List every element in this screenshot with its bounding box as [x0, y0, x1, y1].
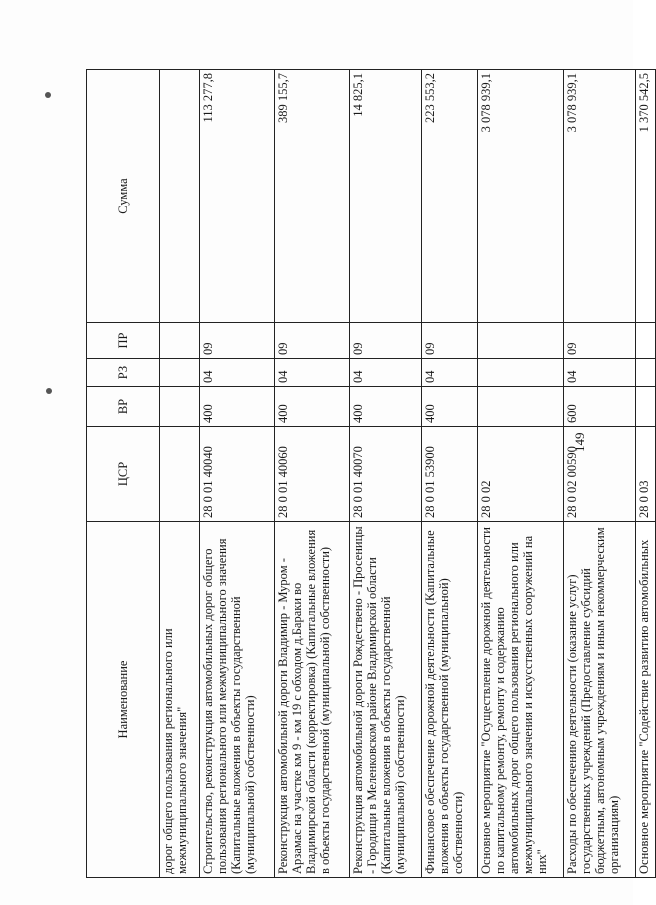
cell-sum: 3 078 939,1 [478, 70, 564, 323]
cell-csr: 28 0 02 [478, 427, 564, 522]
cell-csr: 28 0 01 40060 [275, 427, 350, 522]
cell-vr: 400 [275, 387, 350, 427]
cell-csr: 28 0 01 53900 [422, 427, 478, 522]
table-row [422, 70, 478, 878]
cell-csr: 28 0 02 00590 [564, 427, 636, 522]
table-row [275, 70, 350, 878]
table-row [350, 70, 422, 878]
cell-name: Строительство, реконструкция автомобильных дорог общего пользования регионального или межмуниципального значения (Капитальные вложения в объекты государственной (муниципальной) собственности) [200, 522, 275, 878]
header-sum: Сумма [87, 70, 160, 323]
cell-csr: 28 0 01 40040 [200, 427, 275, 522]
cell-pr: 09 [350, 323, 422, 359]
header-pr: ПР [87, 323, 160, 359]
cell-name: Расходы по обеспечению деятельности (оказание услуг) государственных учреждений (Предоставление субсидий бюджетным, автономным учреждениям и иным некоммерческим организациям) [564, 522, 636, 878]
cell-rz: 04 [200, 359, 275, 387]
header-csr: ЦСР [87, 427, 160, 522]
cell-name: дорог общего пользования регионального или межмуниципального значения" [160, 522, 200, 878]
cell-vr [478, 387, 564, 427]
punch-hole-mark [46, 388, 52, 394]
cell-pr: 09 [422, 323, 478, 359]
table-row [564, 70, 636, 878]
table-row [478, 70, 564, 878]
cell-rz: 04 [350, 359, 422, 387]
cell-name: Реконструкция автомобильной дороги Рождествено - Просеницы - Городищи в Меленковском районе Владимирской области (Капитальные вложения в объекты государственной (муниципальной) собственности) [350, 522, 422, 878]
cell-csr [160, 427, 200, 522]
cell-rz [160, 359, 200, 387]
header-vr: ВР [87, 387, 160, 427]
punch-hole-mark [45, 92, 51, 98]
table-row [200, 70, 275, 878]
budget-table [86, 69, 656, 878]
cell-pr: 09 [200, 323, 275, 359]
cell-name: Основное мероприятие "Содействие развитию автомобильных [636, 522, 656, 878]
cell-sum: 1 370 542,5 [636, 70, 656, 323]
cell-vr: 400 [200, 387, 275, 427]
cell-name: Основное мероприятие "Осуществление дорожной деятельности по капитальному ремонту, ремонту и содержанию автомобильных дорог общего пользования регионального или межмуниципального значения и искусственных сооружений на них" [478, 522, 564, 878]
cell-pr [636, 323, 656, 359]
cell-vr: 400 [350, 387, 422, 427]
cell-sum: 14 825,1 [350, 70, 422, 323]
cell-rz: 04 [275, 359, 350, 387]
header-rz: РЗ [87, 359, 160, 387]
table-header-row [87, 70, 160, 878]
cell-sum: 113 277,8 [200, 70, 275, 323]
cell-csr: 28 0 01 40070 [350, 427, 422, 522]
cell-pr [478, 323, 564, 359]
cell-sum: 223 553,2 [422, 70, 478, 323]
cell-rz [478, 359, 564, 387]
cell-csr: 28 0 03 [636, 427, 656, 522]
cell-vr [636, 387, 656, 427]
page-number: 149 [572, 432, 587, 452]
cell-pr: 09 [564, 323, 636, 359]
cell-vr: 400 [422, 387, 478, 427]
cell-name: Финансовое обеспечение дорожной деятельности (Капитальные вложения в объекты государственной (муниципальной) собственности) [422, 522, 478, 878]
table-row [160, 70, 200, 878]
cell-sum: 3 078 939,1 [564, 70, 636, 323]
rotated-table-wrapper [86, 70, 651, 878]
cell-name: Реконструкция автомобильной дороги Владимир - Муром - Арзамас на участке км 9 - км 19 с обходом д.Бараки во Владимирской области (корректировка) (Капитальные вложения в объекты государственной (муниципальной) собственности) [275, 522, 350, 878]
cell-vr: 600 [564, 387, 636, 427]
cell-rz: 04 [422, 359, 478, 387]
header-name: Наименование [87, 522, 160, 878]
table-row [636, 70, 656, 878]
cell-rz: 04 [564, 359, 636, 387]
cell-sum [160, 70, 200, 323]
cell-pr [160, 323, 200, 359]
cell-rz [636, 359, 656, 387]
cell-pr: 09 [275, 323, 350, 359]
cell-sum: 389 155,7 [275, 70, 350, 323]
cell-vr [160, 387, 200, 427]
